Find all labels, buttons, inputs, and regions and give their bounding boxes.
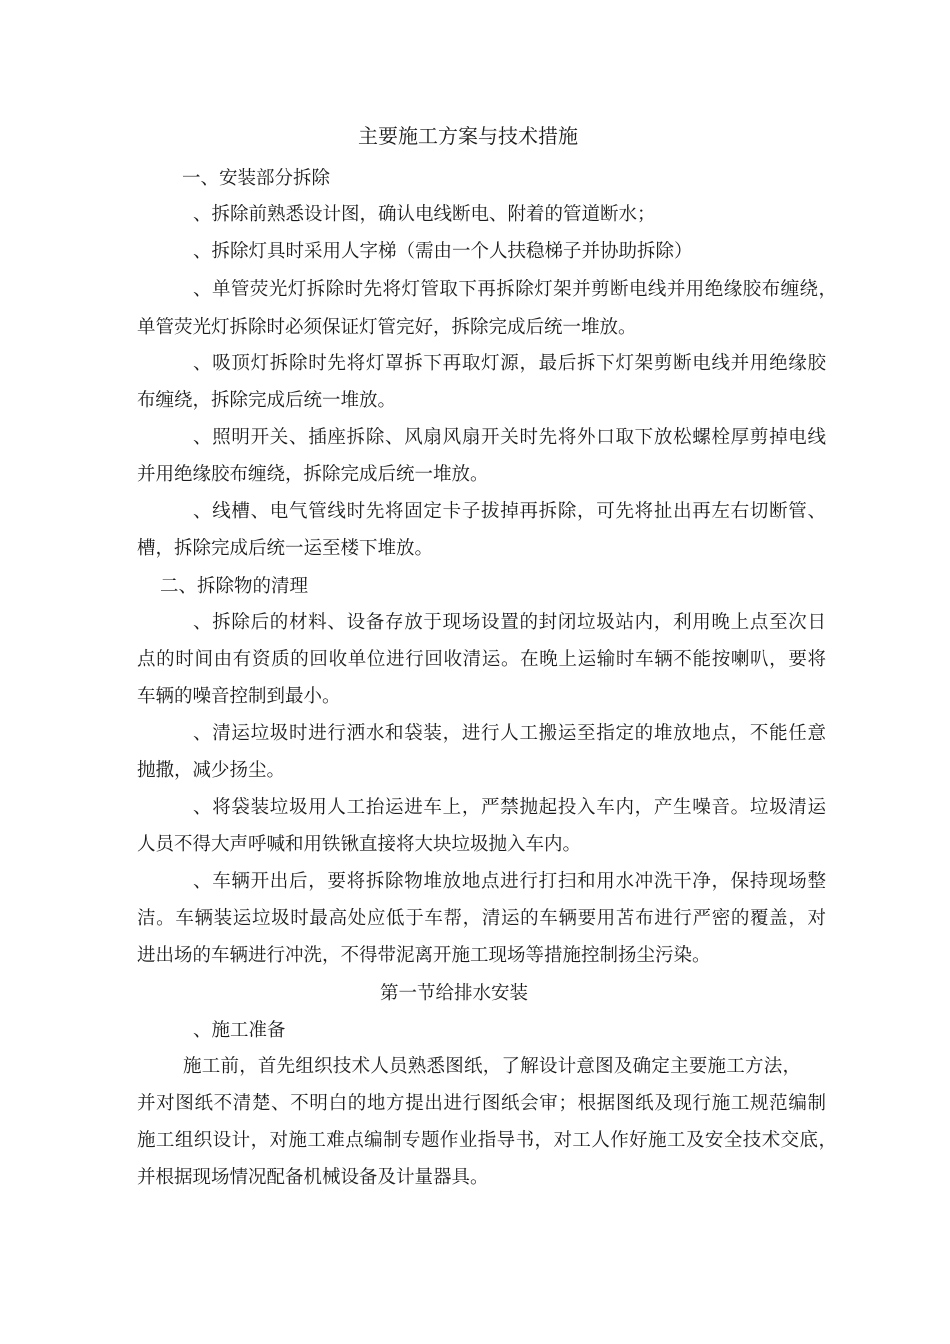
paragraph-line: 进出场的车辆进行冲洗，不得带泥离开施工现场等措施控制扬尘污染。	[137, 945, 711, 966]
section-heading-3: 第一节给排水安装	[380, 983, 529, 1004]
paragraph-line: 单管荧光灯拆除时必须保证灯管完好，拆除完成后统一堆放。	[137, 317, 637, 338]
paragraph-line: 、吸顶灯拆除时先将灯罩拆下再取灯源，最后拆下灯架剪断电线并用绝缘胶	[193, 353, 826, 374]
paragraph-line: 并根据现场情况配备机械设备及计量器具。	[137, 1167, 489, 1188]
paragraph-line: 、单管荧光灯拆除时先将灯管取下再拆除灯架并剪断电线并用绝缘胶布缠绕，	[193, 279, 837, 300]
document-title: 主要施工方案与技术措施	[358, 124, 578, 148]
paragraph-line: 布缠绕，拆除完成后统一堆放。	[137, 390, 397, 411]
paragraph-line: 、拆除灯具时采用人字梯（需由一个人扶稳梯子并协助拆除）	[193, 241, 693, 262]
subsection-heading: 、施工准备	[193, 1020, 286, 1041]
paragraph-line: 洁。车辆装运垃圾时最高处应低于车帮，清运的车辆要用苫布进行严密的覆盖，对	[137, 908, 826, 929]
paragraph-line: 、车辆开出后，要将拆除物堆放地点进行打扫和用水冲洗干净，保持现场整	[193, 871, 826, 892]
paragraph-line: 、线槽、电气管线时先将固定卡子拔掉再拆除，可先将扯出再左右切断管、	[193, 501, 826, 522]
section-heading-2: 二、拆除物的清理	[160, 576, 309, 597]
paragraph-line: 、将袋装垃圾用人工抬运进车上，严禁抛起投入车内，产生噪音。垃圾清运	[193, 797, 826, 818]
paragraph-line: 并用绝缘胶布缠绕，拆除完成后统一堆放。	[137, 464, 489, 485]
paragraph-line: 并对图纸不清楚、不明白的地方提出进行图纸会审；根据图纸及现行施工规范编制	[137, 1093, 826, 1114]
paragraph-line: 、照明开关、插座拆除、风扇风扇开关时先将外口取下放松螺栓厚剪掉电线	[193, 427, 826, 448]
paragraph-line: 、拆除前熟悉设计图，确认电线断电、附着的管道断水；	[193, 204, 656, 225]
paragraph-line: 、清运垃圾时进行洒水和袋装，进行人工搬运至指定的堆放地点，不能任意	[193, 723, 826, 744]
paragraph-line: 施工组织设计，对施工难点编制专题作业指导书，对工人作好施工及安全技术交底，	[137, 1130, 837, 1151]
paragraph-line: 槽，拆除完成后统一运至楼下堆放。	[137, 538, 434, 559]
paragraph-line: 施工前，首先组织技术人员熟悉图纸，了解设计意图及确定主要施工方法，	[183, 1056, 801, 1077]
section-heading-1: 一、安装部分拆除	[182, 168, 331, 189]
paragraph-line: 人员不得大声呼喊和用铁锹直接将大块垃圾抛入车内。	[137, 834, 582, 855]
paragraph-line: 、拆除后的材料、设备存放于现场设置的封闭垃圾站内，利用晚上点至次日	[193, 612, 826, 633]
paragraph-line: 抛撒，减少扬尘。	[137, 760, 286, 781]
paragraph-line: 车辆的噪音控制到最小。	[137, 686, 341, 707]
paragraph-line: 点的时间由有资质的回收单位进行回收清运。在晚上运输时车辆不能按喇叭，要将	[137, 649, 826, 670]
